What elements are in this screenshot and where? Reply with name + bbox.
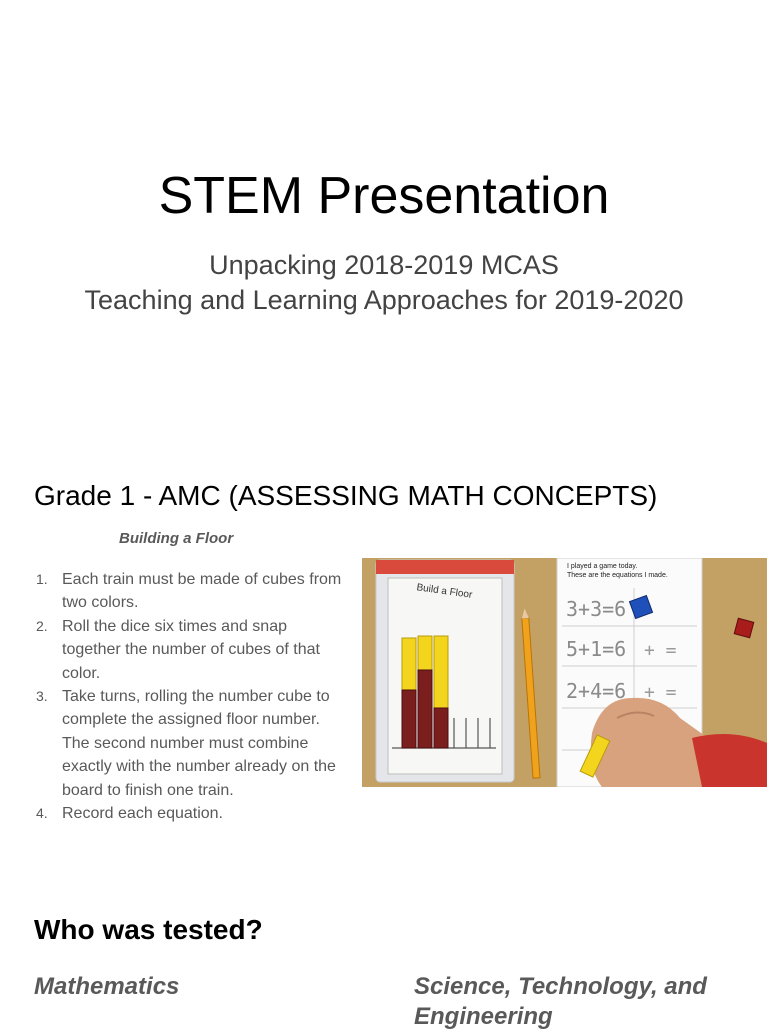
step-text: Take turns, rolling the number cube to complete the assigned floor number. The second number must combine exactly with the number already on the board to finish one train. [62,688,336,799]
subject-mathematics: Mathematics [34,973,180,1000]
bag-zipper [376,560,514,574]
board-label: Build a Floor [415,582,473,601]
subject-science: Science, Technology, and Engineering [414,973,707,1030]
worksheet-line-1: I played a game today. [567,563,638,570]
cube-trains [402,636,448,748]
equation-2: 5+1=6 [566,637,627,661]
equation-3: 2+4=6 [566,679,627,703]
step-text: Each train must be made of cubes from two colors. [62,571,342,612]
step-number: 1. [36,571,48,587]
step-text: Roll the dice six times and snap together the number of cubes of that color. [62,617,320,682]
equation-1: 3+3=6 [566,597,627,621]
step-number: 3. [36,688,48,705]
classroom-photo [362,558,767,787]
activity-title: Building a Floor [119,530,234,547]
red-die [734,618,754,638]
subtitle-line-1: Unpacking 2018-2019 MCAS [209,250,559,280]
activity-steps-list [34,568,344,825]
step-item [34,568,344,615]
grade-section-heading: Grade 1 - AMC (ASSESSING MATH CONCEPTS) [34,480,658,511]
step-item [34,685,344,802]
step-number: 2. [36,617,48,634]
step-item [34,615,344,685]
page-title: STEM Presentation [158,167,610,225]
plus-equals-2: + = [644,682,677,703]
who-tested-heading: Who was tested? [34,914,263,945]
worksheet-line-2: These are the equations I made. [567,572,668,579]
subtitle-line-2: Teaching and Learning Approaches for 2019-2020 [84,285,684,315]
step-number: 4. [36,805,48,822]
red-sleeve [692,734,767,787]
plus-equals-1: + = [644,640,677,661]
step-item [34,802,344,825]
step-text: Record each equation. [62,805,223,823]
